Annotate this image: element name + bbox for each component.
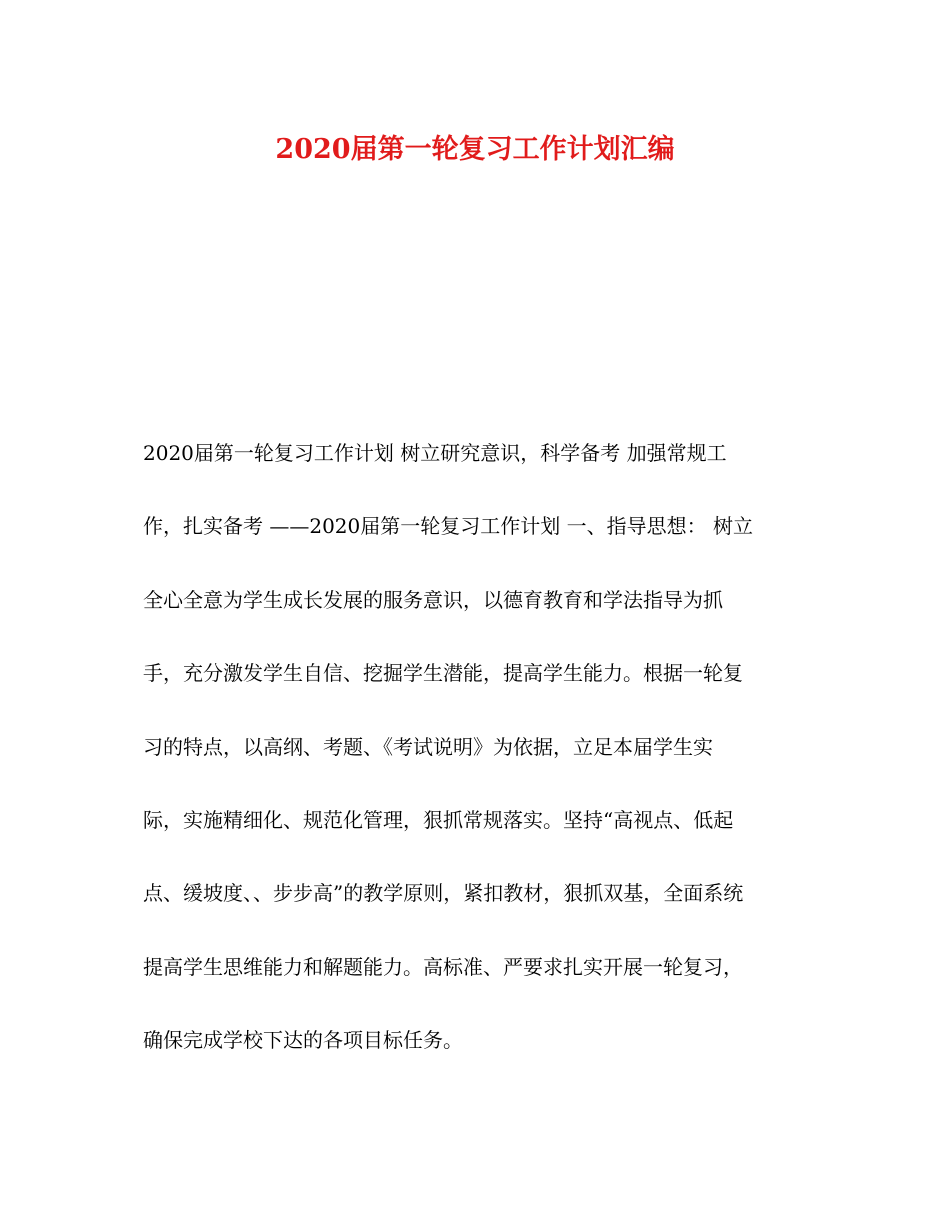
document-title: 2020届第一轮复习工作计划汇编 — [275, 134, 675, 165]
body-line: 确保完成学校下达的各项目标任务。 — [143, 1028, 463, 1053]
body-line: 提高学生思维能力和解题能力。高标准、严要求扎实开展一轮复习， — [143, 954, 743, 979]
body-line: 习的特点，以高纲、考题、《考试说明》为依据，立足本届学生实 — [143, 734, 713, 759]
body-line: 作，扎实备考 ——2020届第一轮复习工作计划 一、指导思想： 树立 — [143, 514, 753, 539]
body-line: 点、缓坡度、、步步高”的教学原则，紧扣教材，狠抓双基，全面系统 — [143, 881, 744, 906]
body-line: 手，充分激发学生自信、挖掘学生潜能，提高学生能力。根据一轮复 — [143, 661, 743, 686]
body-line: 2020届第一轮复习工作计划 树立研究意识，科学备考 加强常规工 — [143, 441, 727, 465]
body-line: 际，实施精细化、规范化管理，狠抓常规落实。坚持“高视点、低起 — [143, 807, 734, 832]
body-line: 全心全意为学生成长发展的服务意识，以德育教育和学法指导为抓 — [143, 587, 723, 612]
document-body — [143, 433, 823, 1094]
